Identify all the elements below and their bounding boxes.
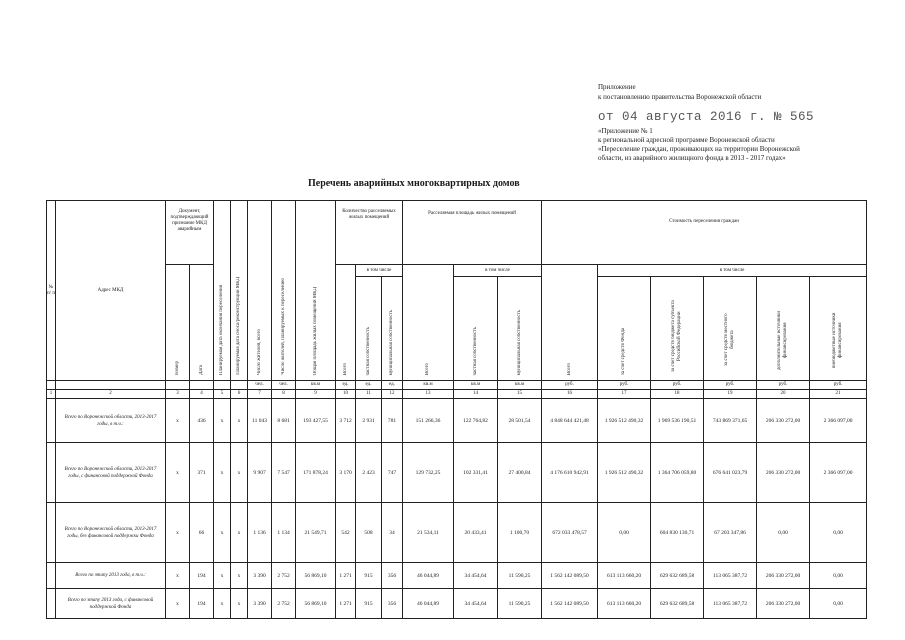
table-cell: 356 — [382, 589, 403, 619]
table-cell: 371 — [190, 443, 214, 503]
table-cell: 194 — [190, 589, 214, 619]
table-cell: 613 113 660,20 — [598, 589, 651, 619]
units-row — [47, 381, 867, 390]
table-cell: 915 — [356, 589, 382, 619]
col-area-private-header: частная собственность — [454, 277, 498, 381]
row-label: Всего по этапу 2013 года, с финансовой поддержкой Фонда — [56, 589, 166, 619]
table-cell: 122 764,82 — [454, 399, 498, 443]
program-title-line1: «Переселение граждан, проживающих на территории Воронежской — [598, 145, 800, 153]
table-cell: 206 330 272,00 — [757, 443, 810, 503]
table-cell: 0,00 — [757, 503, 810, 563]
header-row-1 — [47, 201, 867, 265]
unit-cell — [166, 381, 190, 390]
column-number-cell: 9 — [296, 390, 336, 399]
unit-cell: руб. — [704, 381, 757, 390]
col-rooms-total-header: Всего — [336, 265, 356, 381]
column-number-cell: 4 — [190, 390, 214, 399]
col-address-header: Адрес МКД — [56, 201, 166, 381]
table-cell: 1 136 — [248, 503, 272, 563]
table-cell: 129 732,25 — [403, 443, 454, 503]
table-cell: 2 752 — [272, 589, 296, 619]
col-area-municipal-header: муниципальная собственность — [498, 277, 542, 381]
table-cell: 66 — [190, 503, 214, 563]
table-cell: 3 390 — [248, 589, 272, 619]
table-cell: 1 926 512 490,32 — [598, 443, 651, 503]
table-cell: x — [166, 503, 190, 563]
col-rooms-incl-header: в том числе — [356, 265, 403, 277]
table-cell: 11 590,25 — [498, 563, 542, 589]
col-rooms-group-header: Количество расселяемых жилых помещений — [336, 201, 403, 265]
row-num-cell — [47, 589, 56, 619]
table-cell: 2 366 097,00 — [810, 399, 867, 443]
column-number-cell: 18 — [651, 390, 704, 399]
table-row — [47, 399, 867, 443]
table-cell: x — [214, 563, 231, 589]
row-label: Всего по Воронежской области, 2013-2017 годы, в т.ч.: — [56, 399, 166, 443]
table-cell: x — [214, 503, 231, 563]
table-cell: 67 203 347,86 — [704, 503, 757, 563]
table-cell: 46 044,89 — [403, 563, 454, 589]
table-cell: 3 712 — [336, 399, 356, 443]
unit-cell: руб. — [810, 381, 867, 390]
column-number-cell: 11 — [356, 390, 382, 399]
unit-cell: руб. — [757, 381, 810, 390]
table-cell: x — [166, 563, 190, 589]
table-cell: 436 — [190, 399, 214, 443]
table-cell: 206 330 272,00 — [757, 589, 810, 619]
table-cell: 0,00 — [598, 503, 651, 563]
table-cell: 28 501,54 — [498, 399, 542, 443]
column-number-cell: 8 — [272, 390, 296, 399]
table-cell: x — [166, 589, 190, 619]
unit-cell — [214, 381, 231, 390]
table-row — [47, 443, 867, 503]
unit-cell — [47, 381, 56, 390]
table-cell: 193 427,55 — [296, 399, 336, 443]
col-cost-local-header: за счет средств местного бюджета — [704, 277, 757, 381]
appendix-decree: к постановлению правительства Воронежской области — [598, 93, 762, 101]
table-cell: 676 641 023,79 — [704, 443, 757, 503]
table-cell: 0,00 — [810, 503, 867, 563]
table-cell: 102 331,41 — [454, 443, 498, 503]
unit-cell: кв.м — [454, 381, 498, 390]
table-cell: 21 534,11 — [403, 503, 454, 563]
table-cell: 1 969 536 190,51 — [651, 399, 704, 443]
column-number-cell: 16 — [542, 390, 598, 399]
table-cell: 1 271 — [336, 589, 356, 619]
col-num-header: № п/ п — [47, 201, 56, 381]
table-row — [47, 589, 867, 619]
table-cell: x — [166, 399, 190, 443]
table-cell: 629 632 689,58 — [651, 563, 704, 589]
col-area-total-header: Общая площадь жилых помещений МКД — [296, 201, 336, 381]
row-label: Всего по Воронежской области, 2013-2017 годы, с финансовой поддержкой Фонда — [56, 443, 166, 503]
column-number-cell: 21 — [810, 390, 867, 399]
column-number-cell: 19 — [704, 390, 757, 399]
col-doc-group-header: Документ, подтверждающий признание МКД аварийным — [166, 201, 214, 265]
table-cell: 3 390 — [248, 563, 272, 589]
decree-date-stamp: от 04 августа 2016 г. № 565 — [598, 110, 815, 124]
table-cell: 1 364 706 059,80 — [651, 443, 704, 503]
unit-cell: руб. — [651, 381, 704, 390]
table-cell: 206 330 272,00 — [757, 399, 810, 443]
col-plan-resettle-header: Планируемая дата окончания переселения — [214, 201, 231, 381]
table-cell: 113 065 387,72 — [704, 589, 757, 619]
table-cell: 0,00 — [810, 589, 867, 619]
column-number-cell: 5 — [214, 390, 231, 399]
buildings-table — [46, 200, 867, 619]
unit-cell: руб. — [542, 381, 598, 390]
table-cell: 542 — [336, 503, 356, 563]
unit-cell: чел. — [272, 381, 296, 390]
col-rooms-municipal-header: муниципальная собственность — [382, 277, 403, 381]
table-cell: 2 752 — [272, 563, 296, 589]
unit-cell — [190, 381, 214, 390]
column-number-cell: 2 — [56, 390, 166, 399]
table-cell: 747 — [382, 443, 403, 503]
table-cell: 0,00 — [810, 563, 867, 589]
table-cell: x — [214, 443, 231, 503]
table-cell: 9 907 — [248, 443, 272, 503]
table-cell: 20 433,41 — [454, 503, 498, 563]
table-row — [47, 563, 867, 589]
column-number-cell: 15 — [498, 390, 542, 399]
table-cell: 56 869,10 — [296, 589, 336, 619]
col-residents-planned-header: Число жителей, планируемых к переселению — [272, 201, 296, 381]
col-area-incl-header: в том числе — [454, 265, 542, 277]
column-number-cell: 17 — [598, 390, 651, 399]
unit-cell: кв.м — [403, 381, 454, 390]
table-cell: 2 931 — [356, 399, 382, 443]
column-number-cell: 13 — [403, 390, 454, 399]
col-doc-number-header: Номер — [166, 265, 190, 381]
table-cell: 34 454,64 — [454, 589, 498, 619]
table-cell: x — [214, 399, 231, 443]
header-row-2 — [47, 265, 867, 277]
column-number-cell: 20 — [757, 390, 810, 399]
column-numbers-row — [47, 390, 867, 399]
table-cell: 743 869 371,65 — [704, 399, 757, 443]
table-cell: x — [231, 503, 248, 563]
appendix-number: «Приложение № 1 — [598, 127, 653, 135]
col-rooms-private-header: частная собственность — [356, 277, 382, 381]
unit-cell — [56, 381, 166, 390]
table-cell: 2 423 — [356, 443, 382, 503]
table-cell: 508 — [356, 503, 382, 563]
row-num-cell — [47, 443, 56, 503]
column-number-cell: 14 — [454, 390, 498, 399]
table-cell: 1 100,70 — [498, 503, 542, 563]
table-cell: 915 — [356, 563, 382, 589]
table-row — [47, 503, 867, 563]
column-number-cell: 10 — [336, 390, 356, 399]
table-cell: 27 400,84 — [498, 443, 542, 503]
table-cell: 1 271 — [336, 563, 356, 589]
table-cell: 1 562 142 089,50 — [542, 563, 598, 589]
table-cell: 1 562 142 089,50 — [542, 589, 598, 619]
row-label: Всего по этапу 2013 года, в т.ч.: — [56, 563, 166, 589]
table-cell: 3 170 — [336, 443, 356, 503]
unit-cell: ед. — [356, 381, 382, 390]
program-title-line2: области, из аварийного жилищного фонда в 2013 - 2017 годах» — [598, 154, 786, 162]
table-cell: x — [231, 399, 248, 443]
row-label: Всего по Воронежской области, 2013-2017 годы, без финансовой поддержки Фонда — [56, 503, 166, 563]
table-cell: 1 134 — [272, 503, 296, 563]
table-cell: 194 — [190, 563, 214, 589]
col-cost-group-header: Стоимость переселения граждан — [542, 201, 867, 265]
table-cell: x — [166, 443, 190, 503]
page-title: Перечень аварийных многоквартирных домов — [308, 178, 520, 189]
column-number-cell: 12 — [382, 390, 403, 399]
row-num-cell — [47, 503, 56, 563]
col-doc-date-header: Дата — [190, 265, 214, 381]
table-cell: 34 454,64 — [454, 563, 498, 589]
table-cell: 56 869,10 — [296, 563, 336, 589]
table-cell: 4 848 644 421,48 — [542, 399, 598, 443]
col-cost-extra2-header: внебюджетные источники финансирования — [810, 277, 867, 381]
col-residents-total-header: Число жителей, всего — [248, 201, 272, 381]
table-cell: 151 266,36 — [403, 399, 454, 443]
row-num-cell — [47, 563, 56, 589]
table-cell: 613 113 660,20 — [598, 563, 651, 589]
table-cell: 21 549,71 — [296, 503, 336, 563]
table-cell: 781 — [382, 399, 403, 443]
table-cell: 8 681 — [272, 399, 296, 443]
col-area-group-header: Расселяемая площадь жилых помещений — [403, 201, 542, 265]
table-cell: x — [231, 443, 248, 503]
col-cost-fund-header: за счет средств Фонда — [598, 277, 651, 381]
table-cell: 1 926 512 490,32 — [598, 399, 651, 443]
row-num-cell — [47, 399, 56, 443]
column-number-cell: 1 — [47, 390, 56, 399]
unit-cell: кв.м — [498, 381, 542, 390]
unit-cell: ед. — [336, 381, 356, 390]
table-cell: 206 330 272,00 — [757, 563, 810, 589]
unit-cell — [231, 381, 248, 390]
table-cell: 11 043 — [248, 399, 272, 443]
table-cell: 629 632 689,58 — [651, 589, 704, 619]
col-plan-demolish-header: Планируемая дата сноса/реконструкции МКД — [231, 201, 248, 381]
table-cell: 672 033 478,57 — [542, 503, 598, 563]
table-cell: 11 590,25 — [498, 589, 542, 619]
table-cell: 604 830 130,71 — [651, 503, 704, 563]
unit-cell: ед. — [382, 381, 403, 390]
table-cell: 356 — [382, 563, 403, 589]
column-number-cell: 3 — [166, 390, 190, 399]
table-cell: x — [231, 563, 248, 589]
program-name: к региональной адресной программе Воронежской области — [598, 136, 775, 144]
table-cell: 4 176 610 942,91 — [542, 443, 598, 503]
table-cell: 2 366 097,00 — [810, 443, 867, 503]
table-cell: 171 878,24 — [296, 443, 336, 503]
unit-cell: чел. — [248, 381, 272, 390]
appendix-label: Приложение — [598, 83, 636, 91]
col-cost-subject-header: за счет средств бюджета субъекта Российской Федерации — [651, 277, 704, 381]
table-cell: 113 065 387,72 — [704, 563, 757, 589]
table-cell: x — [214, 589, 231, 619]
column-number-cell: 6 — [231, 390, 248, 399]
col-area-all-header: Всего — [403, 265, 454, 381]
column-number-cell: 7 — [248, 390, 272, 399]
unit-cell: руб. — [598, 381, 651, 390]
table-cell: 7 547 — [272, 443, 296, 503]
col-cost-incl-header: в том числе — [598, 265, 867, 277]
unit-cell: кв.м — [296, 381, 336, 390]
table-cell: 34 — [382, 503, 403, 563]
table-cell: x — [231, 589, 248, 619]
col-cost-total-header: Всего — [542, 265, 598, 381]
col-cost-extra-header: дополнительные источники финансирования — [757, 277, 810, 381]
table-cell: 46 044,89 — [403, 589, 454, 619]
